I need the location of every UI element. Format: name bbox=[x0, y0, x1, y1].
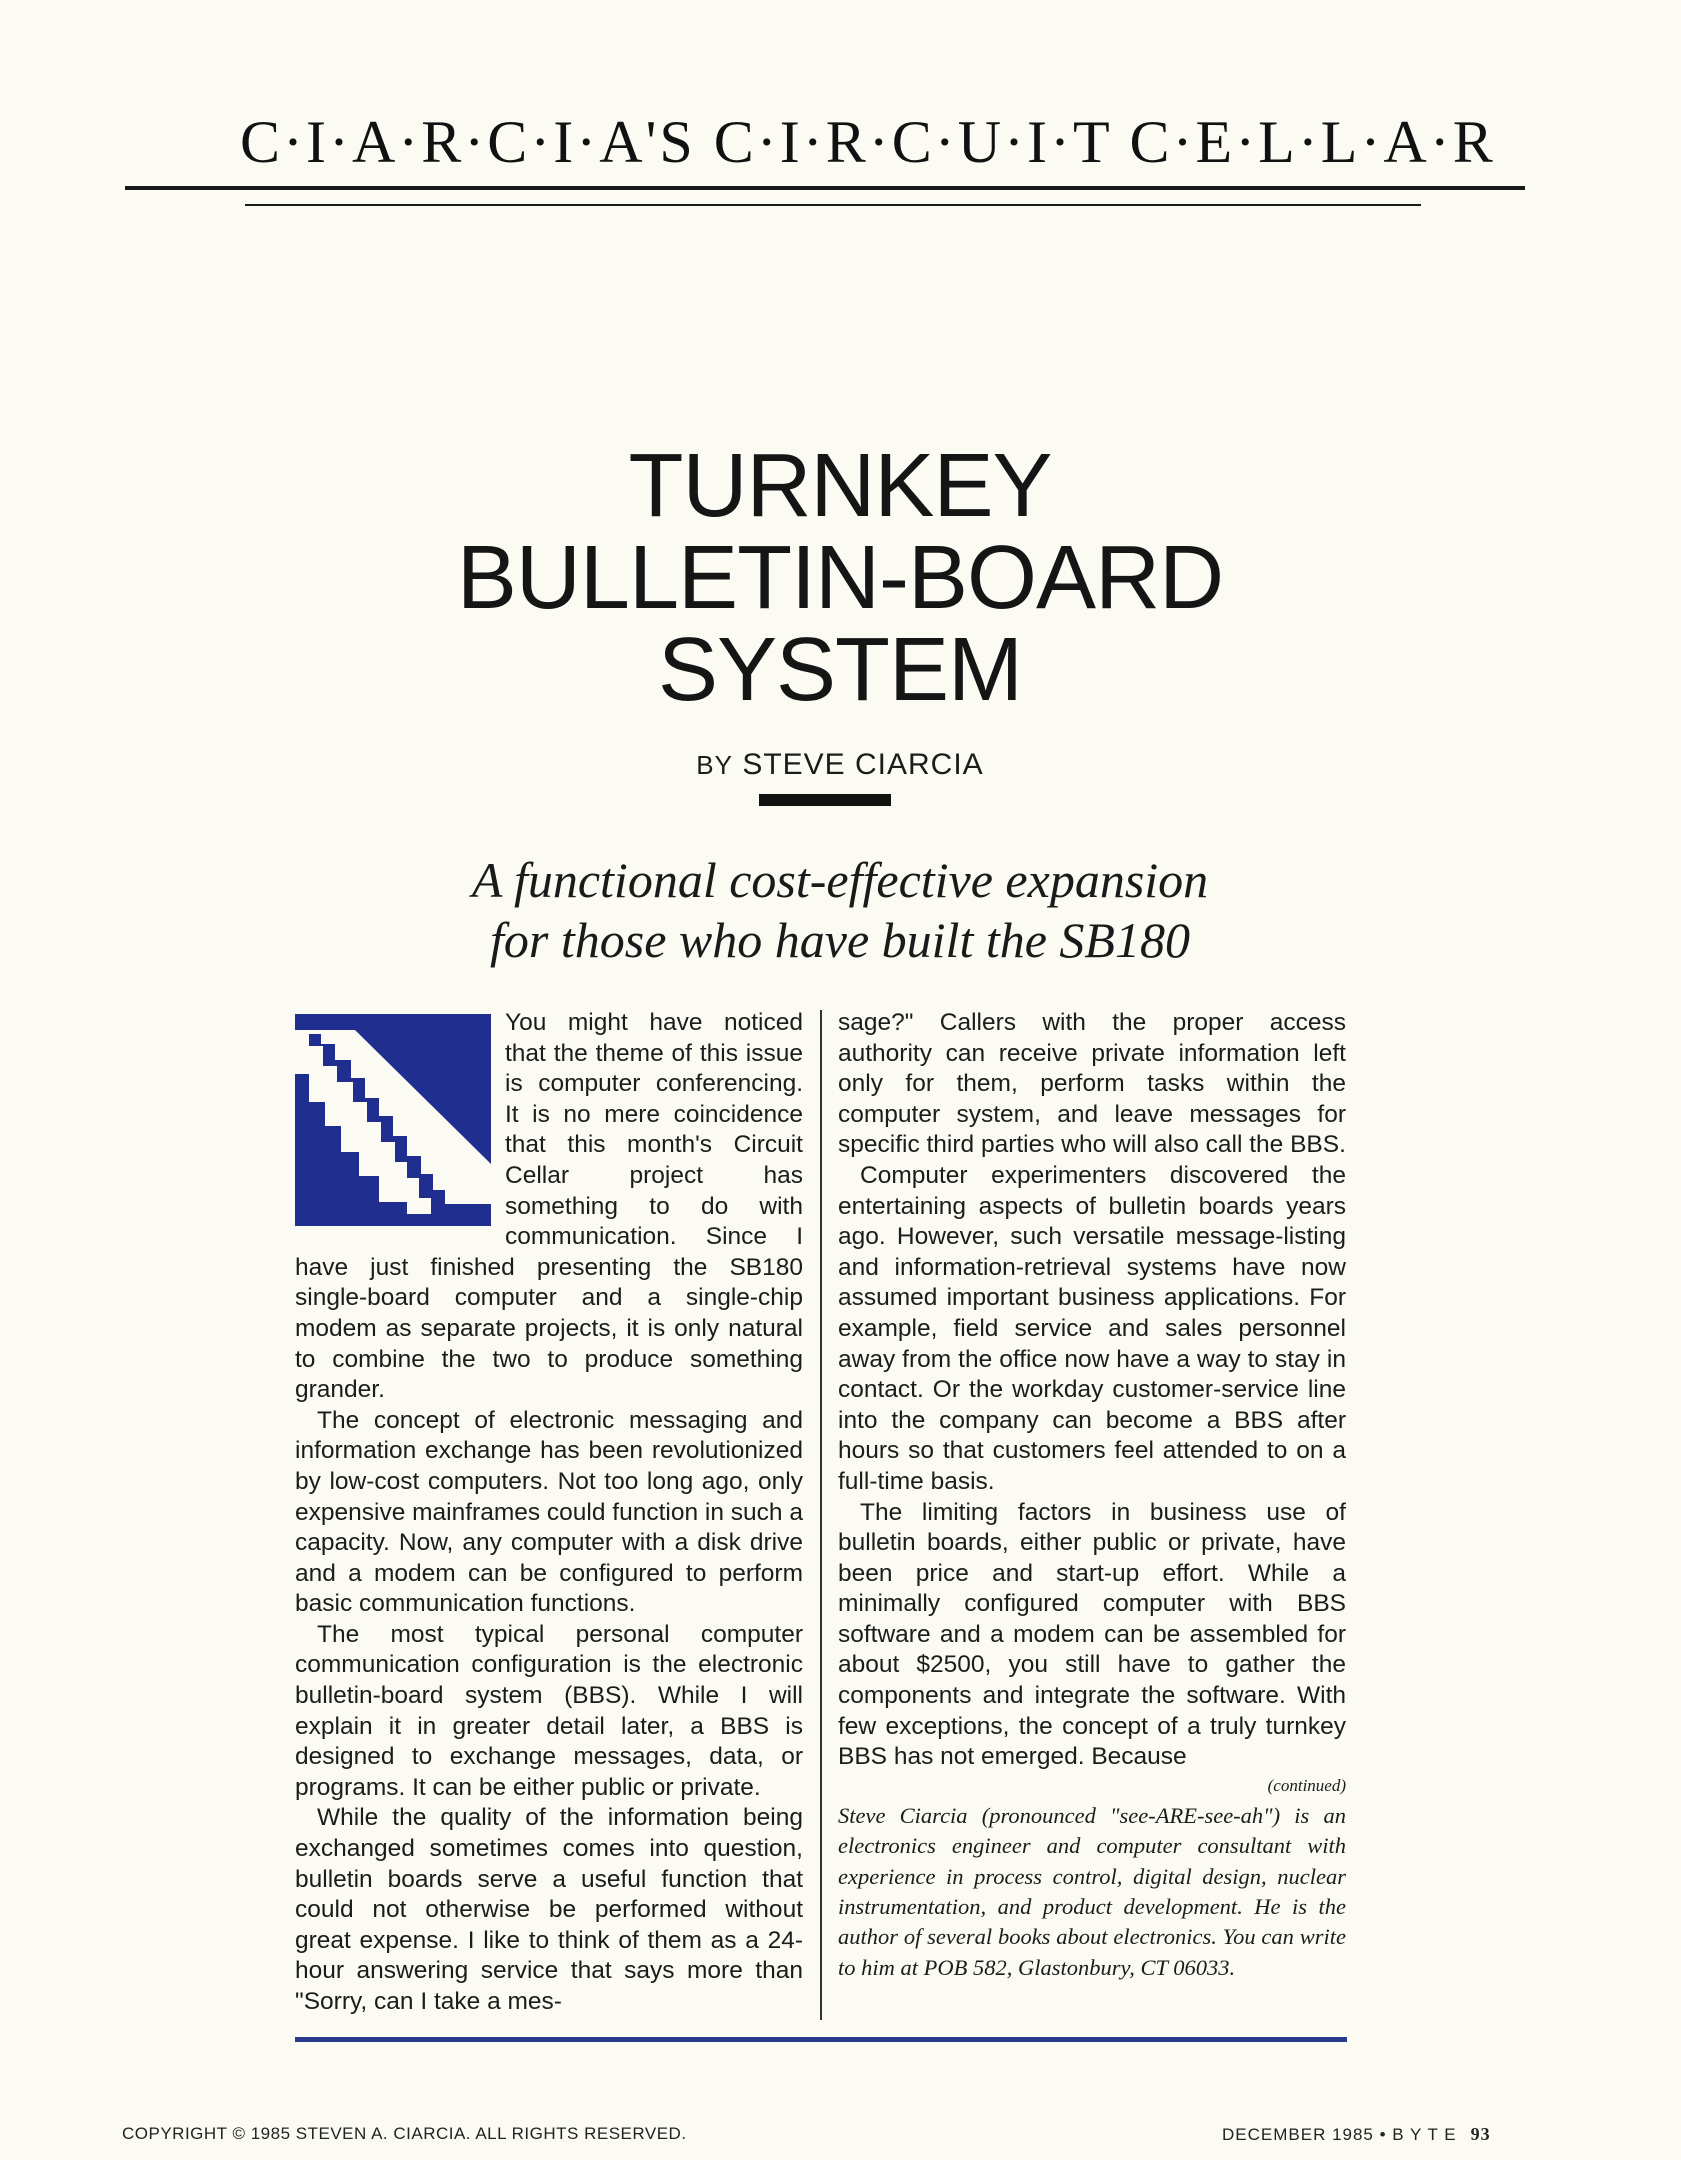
bottom-rule bbox=[295, 2037, 1347, 2042]
page-number: 93 bbox=[1470, 2124, 1491, 2144]
header-rule-thin bbox=[245, 204, 1421, 206]
paragraph-6: Computer experimenters discovered the entertaining aspects of bulletin boards years ago. However, such versatile message-listing and information-retrieval systems have now assumed important business applications. For example, field service and sales personnel away from the office now have a way to stay in contact. Or the workday customer-service line into the company can become a BBS after hours so that customers feel attended to on a full-time basis. bbox=[838, 1161, 1346, 1495]
article-title bbox=[300, 436, 1380, 720]
paragraph-1: You might have noticed that the theme of this issue is computer conferencing. It is no mere coincidence that this month's Circuit Cellar project has something to do with communication. Since I have just finished presenting the SB180 single-board computer and a single-chip modem as separate projects, it is only natural to combine the two to produce something grander. bbox=[295, 1009, 803, 1404]
copyright-notice: COPYRIGHT © 1985 STEVEN A. CIARCIA. ALL RIGHTS RESERVED. bbox=[122, 2124, 687, 2143]
title-line-1: TURNKEY bbox=[628, 436, 1052, 536]
page-footer bbox=[1222, 2124, 1491, 2145]
byline-prefix: BY bbox=[696, 750, 733, 780]
author-bio: Steve Ciarcia (pronounced "see-ARE-see-ah") is an electronics engineer and computer consultant with experience in process control, digital design, nuclear instrumentation, and product development. He is the author of several books about electronics. You can write to him at POB 582, Glastonbury, CT 06033. bbox=[838, 1802, 1346, 1980]
deck-line-1: A functional cost-effective expansion bbox=[471, 852, 1209, 908]
body-column-1 bbox=[295, 1008, 803, 2018]
paragraph-4: While the quality of the information being exchanged sometimes comes into question, bulletin boards serve a useful function that could not otherwise be performed without great expense. I like to think of them as a 24-hour answering service that says more than "Sorry, can I take a mes- bbox=[295, 1804, 803, 2015]
article-deck bbox=[380, 850, 1300, 970]
staircase-initial-icon bbox=[295, 1014, 491, 1226]
issue-label: DECEMBER 1985 • B Y T E bbox=[1222, 2125, 1457, 2144]
paragraph-7: The limiting factors in business use of bulletin boards, either public or private, have been price and start-up effort. While a minimally configured computer with BBS software and a modem can be assembled for about $2500, you still have to gather the components and integrate the software. With few exceptions, the concept of a truly turnkey BBS has not emerged. Because bbox=[838, 1498, 1346, 1771]
body-column-2 bbox=[838, 1008, 1346, 1983]
author-name: STEVE CIARCIA bbox=[742, 748, 984, 781]
title-line-3: SYSTEM bbox=[657, 620, 1023, 720]
header-rule-thick bbox=[125, 186, 1525, 190]
continued-note: (continued) bbox=[1267, 1775, 1346, 1795]
title-line-2: BULLETIN-BOARD bbox=[456, 528, 1224, 628]
department-title: C·I·A·R·C·I·A'S C·I·R·C·U·I·T C·E·L·L·A·R bbox=[240, 109, 1496, 175]
paragraph-3: The most typical personal computer communication configuration is the electronic bulletin-board system (BBS). While I will explain it in greater detail later, a BBS is designed to exchange messages, data, or programs. It can be either public or private. bbox=[295, 1620, 803, 1801]
byline-bar bbox=[759, 794, 891, 806]
deck-line-2: for those who have built the SB180 bbox=[490, 912, 1190, 968]
column-divider bbox=[820, 1010, 822, 2020]
paragraph-2: The concept of electronic messaging and information exchange has been revolutionized by low-cost computers. Not too long ago, only expensive mainframes could function in such a capacity. Now, any computer with a disk drive and a modem can be configured to perform basic communication functions. bbox=[295, 1406, 803, 1618]
byline bbox=[540, 748, 1140, 782]
paragraph-5: sage?" Callers with the proper access authority can receive private information left only for them, perform tasks within the computer system, and leave messages for specific third parties who will also call the BBS. bbox=[838, 1009, 1346, 1159]
